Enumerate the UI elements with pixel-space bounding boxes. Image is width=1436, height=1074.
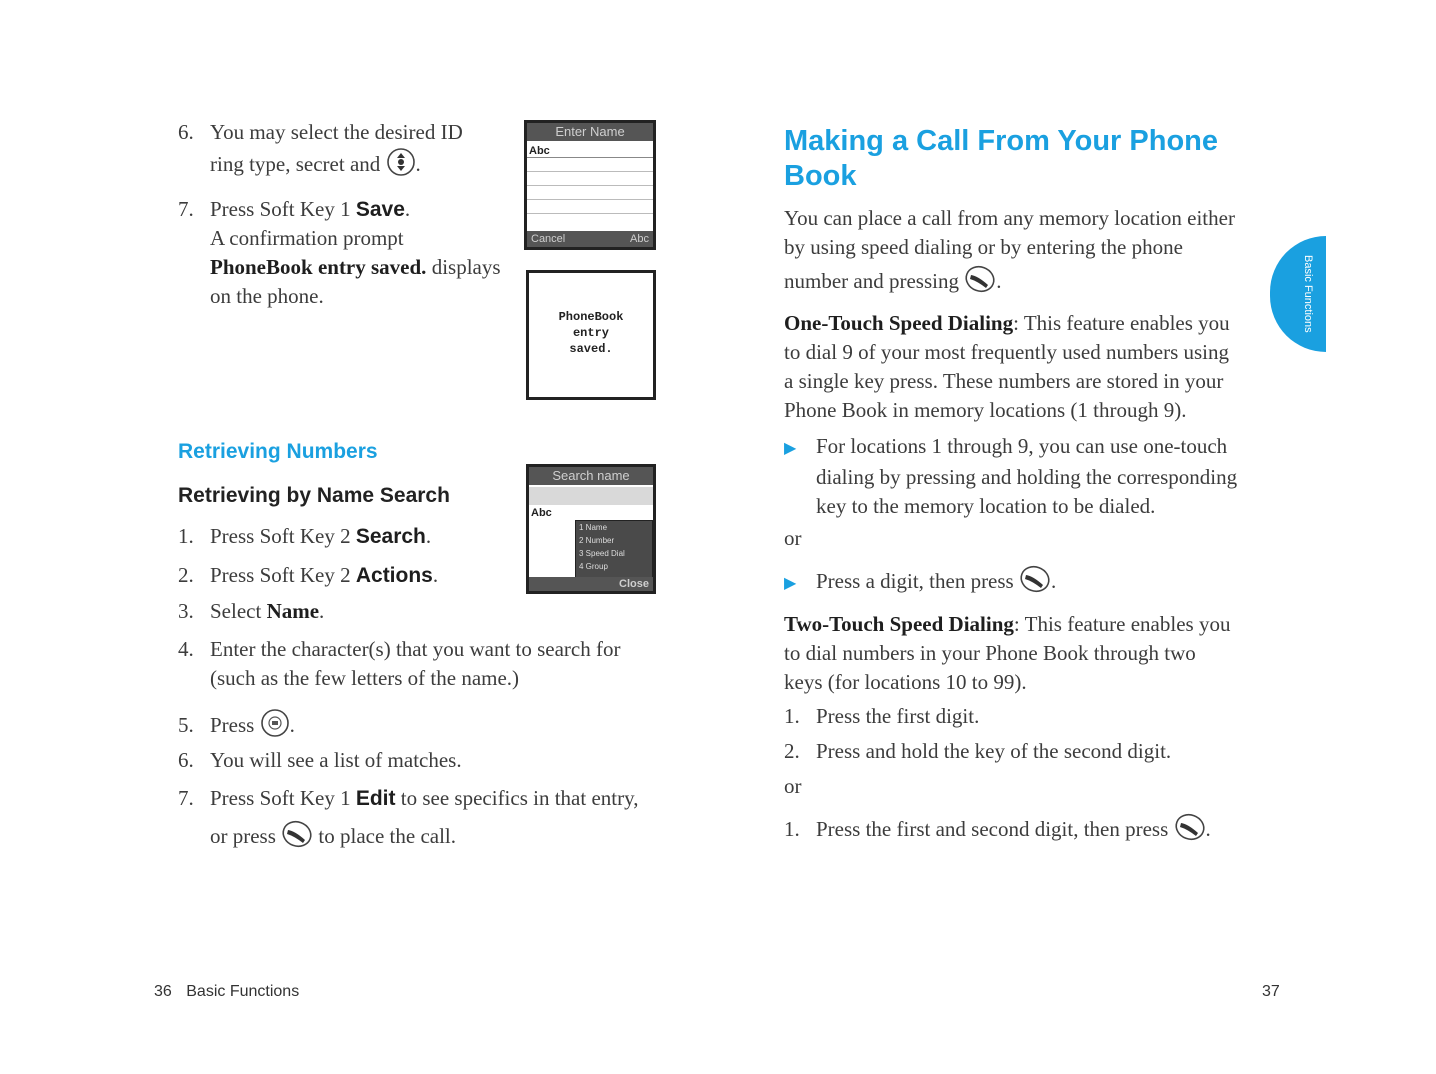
- menu-item: 4 Group: [579, 562, 608, 571]
- section-name: Basic Functions: [186, 983, 300, 1000]
- term-label: Two-Touch Speed Dialing: [784, 612, 1014, 636]
- or-separator: or: [784, 526, 802, 550]
- soft-key-label: Edit: [355, 787, 396, 810]
- page-number: 37: [1262, 983, 1280, 1000]
- page-number: 36: [154, 983, 172, 1000]
- section-tab-label: Basic Functions: [1302, 255, 1314, 333]
- soft-key-label: Search: [355, 525, 426, 548]
- soft-key-label: Actions: [355, 564, 433, 587]
- send-key-icon: [964, 264, 996, 302]
- list-item: 3. Select Name.: [178, 599, 325, 623]
- soft-key-label: Save: [355, 198, 405, 221]
- menu-item: 2 Number: [579, 536, 615, 545]
- retrieving-by-name-heading: Retrieving by Name Search: [178, 484, 450, 507]
- list-item: 1. Press Soft Key 2 Search.: [178, 524, 432, 548]
- list-item: 2. Press and hold the key of the second digit.: [784, 739, 1172, 763]
- send-key-icon: [1019, 564, 1051, 602]
- list-item: 5. Press .: [178, 708, 295, 746]
- step-6: 6. You may select the desired ID ring type, secret and .: [178, 118, 498, 185]
- list-item: 1. Press the first digit.: [784, 704, 980, 728]
- step-7: 7. Press Soft Key 1 Save. A confirmation prompt PhoneBook entry saved. displays on the phone.: [178, 195, 518, 311]
- right-soft-key: Close: [619, 578, 649, 590]
- two-touch-paragraph: Two-Touch Speed Dialing: This feature enables you to dial numbers in your Phone Book through two keys (for locations 10 to 99).: [784, 612, 1231, 694]
- bullet-item: ▶ Press a digit, then press .: [784, 564, 1056, 602]
- retrieving-numbers-heading: Retrieving Numbers: [178, 440, 378, 463]
- step-text: on the phone.: [210, 284, 324, 308]
- screen-entry-saved: [526, 270, 656, 400]
- saved-line: saved.: [569, 342, 613, 356]
- list-item: 7. Press Soft Key 1 Edit to see specifics in that entry, or press to place the call.: [178, 784, 639, 857]
- left-soft-key: Cancel: [531, 233, 566, 245]
- send-key-icon: [1174, 812, 1206, 850]
- term-label: One-Touch Speed Dialing: [784, 311, 1014, 335]
- step-number: 6.: [178, 120, 194, 144]
- menu-item: 3 Speed Dial: [579, 549, 625, 558]
- navigation-key-icon: [386, 147, 416, 185]
- menu-item: 1 Name: [579, 523, 608, 532]
- one-touch-paragraph: One-Touch Speed Dialing: This feature enables you to dial 9 of your most frequently used numbers using a single key press. These numbers are stored in your Phone Book in memory locations (1 through 9).: [784, 311, 1230, 422]
- saved-line: entry: [572, 326, 609, 340]
- step-text: ring type, secret and: [210, 151, 381, 176]
- step-number: 7.: [178, 197, 194, 221]
- screen-enter-name: [524, 120, 656, 250]
- screen-title: Search name: [529, 467, 653, 485]
- intro-paragraph: You can place a call from any memory location either by using speed dialing or by entering the phone number and pressing .: [784, 204, 1264, 302]
- step-text: You may select the desired ID: [210, 120, 463, 144]
- list-item: 4. Enter the character(s) that you want to search for (such as the few letters of the name.): [178, 637, 621, 690]
- screen-search-name: [526, 464, 656, 594]
- name-field: Abc: [527, 145, 653, 158]
- right-soft-key: Abc: [630, 233, 649, 245]
- bullet-arrow-icon: ▶: [784, 574, 797, 592]
- or-separator: or: [784, 774, 802, 798]
- list-item: 6. You will see a list of matches.: [178, 748, 462, 772]
- search-field: Abc: [531, 507, 552, 519]
- step-text: A confirmation prompt: [210, 226, 404, 250]
- menu-ok-key-icon: [260, 708, 290, 746]
- left-footer: [154, 983, 299, 1001]
- saved-line: PhoneBook: [558, 310, 624, 324]
- list-item: 1. Press the first and second digit, then press .: [784, 812, 1211, 850]
- screen-title: Enter Name: [527, 123, 653, 141]
- page-title: Making a Call From Your Phone Book: [784, 125, 1218, 192]
- bullet-arrow-icon: ▶: [784, 440, 797, 457]
- prompt-text: PhoneBook entry saved.: [210, 255, 427, 279]
- send-key-icon: [281, 819, 313, 857]
- list-item: 2. Press Soft Key 2 Actions.: [178, 563, 439, 587]
- search-menu: [575, 520, 653, 578]
- bullet-item: ▶ For locations 1 through 9, you can use one-touch dialing by pressing and holding the corresponding key to the memory location to be dialed.: [784, 434, 1238, 518]
